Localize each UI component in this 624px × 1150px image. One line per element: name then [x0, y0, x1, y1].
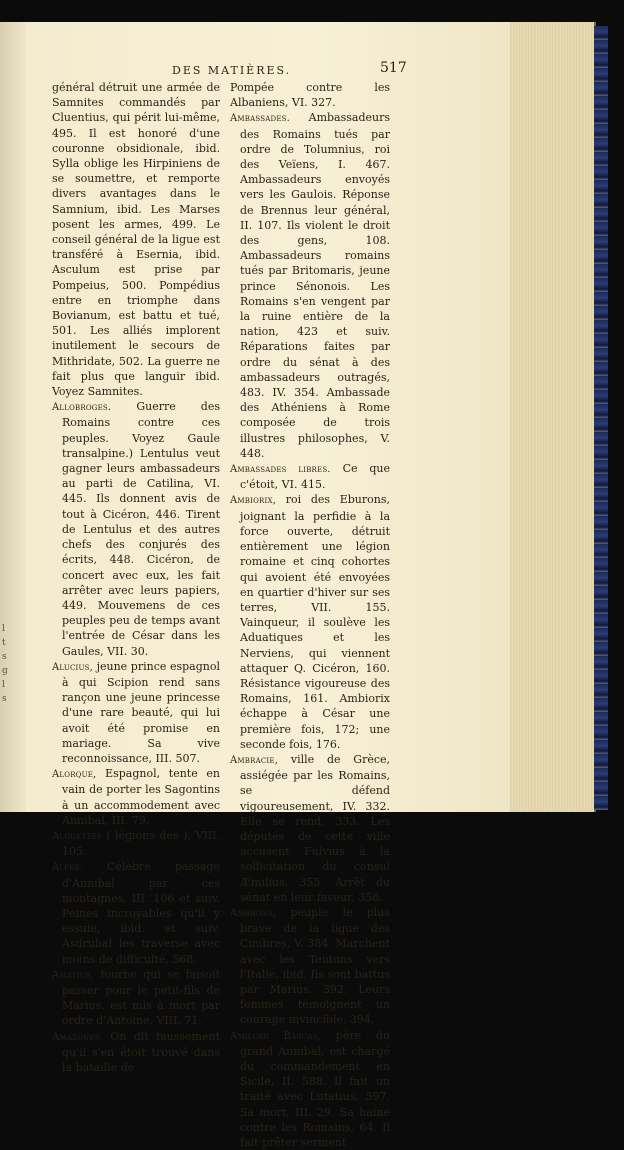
- entry-text: ville de Grèce, assiégée par les Romains, se défend vigoureusement, IV. 332. Elle se rend, 333. Les députés de cette ville accusent Fulvius à la sollicitation du consul Æmilius, 355. Arrêt du sénat en leur faveur, 356.: [240, 752, 391, 904]
- index-entry: [230, 80, 390, 110]
- left-page-edge-letters: [2, 622, 20, 706]
- index-entry: [52, 399, 220, 658]
- index-entry: [230, 1028, 390, 1150]
- edge-letter: s: [2, 652, 7, 662]
- index-entry: [52, 859, 220, 966]
- index-entry: [52, 967, 220, 1029]
- entry-text: peuple le plus brave de la ligue des Cimbres, V. 384. Marchent avec les Teutons vers l'Italie, ibid. Ils sont battus par Marius, 392. Leurs femmes témoignent un courage invincible, 394.: [240, 905, 391, 1027]
- page-number: 517: [380, 60, 407, 76]
- entry-headword: Ambassades.: [230, 113, 291, 125]
- marbled-cover-edge: [594, 26, 608, 810]
- left-page-edge: [0, 22, 27, 812]
- index-entry: [230, 492, 390, 751]
- entry-text: Ambassadeurs des Romains tués par ordre de Tolumnius, roi des Veïens, I. 467. Ambassadeurs envoyés vers les Gaulois. Réponse de Brennus leur général, II. 107. Ils violent le droit des gens, 108. Ambassadeurs romains tués par Britomaris, jeune prince Sénonois. Les Romains s'en vengent par la ruine entière de la nation, 423 et suiv. Réparations faites par ordre du sénat à des ambassadeurs outragés, 483. IV. 354. Ambassade des Athéniens à Rome composée de trois illustres philosophes, V. 448.: [240, 111, 390, 460]
- edge-letter: s: [2, 694, 7, 704]
- entry-headword: Amatius,: [52, 969, 94, 981]
- running-header: DES MATIÈRES.: [172, 64, 292, 77]
- entry-text: ( légions des ), VIII. 105.: [62, 828, 220, 859]
- index-entry: [52, 80, 220, 399]
- index-entry: [52, 659, 220, 766]
- entry-headword: Ambiorix,: [230, 495, 277, 507]
- entry-headword: Alpes.: [52, 862, 83, 874]
- entry-text: général détruit une armée de Samnites commandés par Cluentius, qui périt lui-même, 495. Il est honoré d'une couronne obsidionale, ibid. Sylla oblige les Hirpiniens de se soumettre, et remporte divers avantages dans le Samnium, ibid. Les Marses posent les armes, 499. Le conseil général de la ligue est transféré à Esernia, ibid. Asculum est prise par Pompeius, 500. Pompédius entre en triomphe dans Bovianum, est battu et tué, 501. Les alliés implorent inutilement le secours de Mithridate, 502. La guerre ne fait plus que languir ibid. Voyez Samnites.: [52, 81, 220, 399]
- entry-headword: Alucius,: [52, 661, 93, 673]
- entry-text: jeune prince espagnol à qui Scipion rend sans rançon une jeune princesse d'une rare beauté, qui lui avoit été promise en mariage. Sa vive reconnoissance, III. 507.: [62, 659, 220, 765]
- entry-text: Ce que c'étoit, VI. 415.: [240, 462, 391, 492]
- index-entry: [230, 905, 390, 1028]
- entry-text: fourbe qui se faisoit passer pour le petit-fils de Marius, est mis à mort par ordre d'Antoine, VIII. 71.: [62, 967, 221, 1028]
- entry-headword: Ambassades libres.: [230, 464, 331, 476]
- right-column: [230, 80, 390, 1150]
- entry-headword: Alouettes: [52, 830, 102, 842]
- entry-headword: Ambracie,: [230, 754, 279, 766]
- index-entry: [52, 1029, 220, 1076]
- entry-headword: Ambrons,: [230, 907, 277, 919]
- index-entry: [52, 766, 220, 828]
- entry-text: Pompée contre les Albaniens, VI. 327.: [230, 81, 390, 110]
- edge-letter: l: [2, 624, 5, 634]
- edge-letter: l: [2, 680, 5, 690]
- entry-text: Guerre des Romains contre ces peuples. Voyez Gaule transalpine.) Lentulus veut gagner leurs ambassadeurs au parti de Catilina, VI. 445. Ils donnent avis de tout à Cicéron, 446. Tirent de Lentulus et des autres chefs des conjurés des écrits, 448. Cicéron, de concert avec eux, les fait arrêter avec leurs papiers, 449. Mouvemens de ces peuples peu de temps avant l'entrée de César dans les Gaules, VII. 30.: [62, 400, 220, 658]
- entry-headword: Amilcar Barcas,: [230, 1030, 321, 1042]
- left-column: [52, 80, 220, 1075]
- index-entry: [230, 461, 390, 492]
- entry-headword: Amazones.: [52, 1031, 104, 1043]
- entry-text: On dit faussement qu'il s'en étoit trouvé dans la bataille de: [62, 1029, 220, 1074]
- edge-letter: g: [2, 666, 8, 676]
- page-stack-fore-edge: [510, 22, 596, 812]
- index-entry: [230, 752, 390, 905]
- entry-text: père du grand Annibal, est chargé du commandement en Sicile, II. 588. Il fait un traité avec Lutatius, 597. Sa mort, III. 29. Sa haine contre les Romains, 64. Il fait prêter serment: [240, 1028, 390, 1150]
- entry-text: Espagnol, tente en vain de porter les Sagontins à un accommodement avec Annibal, III. 79.: [62, 767, 220, 827]
- entry-text: roi des Eburons, joignant la perfidie à la force ouverte, détruit entièrement une légion romaine et cinq cohortes qui avoient été envoyées en quartier d'hiver sur ses terres, VII. 155. Vainqueur, il soulève les Aduatiques et les Nerviens, qui viennent attaquer Q. Cicéron, 160. Résistance vigoureuse des Romains, 161. Ambiorix échappe à César une première fois, 172; une seconde fois, 176.: [240, 493, 390, 751]
- entry-headword: Alorque,: [52, 769, 97, 781]
- entry-headword: Allobroges.: [52, 402, 112, 414]
- index-entry: [230, 110, 390, 461]
- index-entry: [52, 828, 220, 859]
- entry-text: Célèbre passage d'Annibal par ces montagnes, III. 106 et suiv. Peines incroyables qu'il y essuie, ibid. et suiv. Asdrubal les traverse avec moins de difficulté, 568.: [62, 860, 221, 966]
- edge-letter: t: [2, 638, 6, 648]
